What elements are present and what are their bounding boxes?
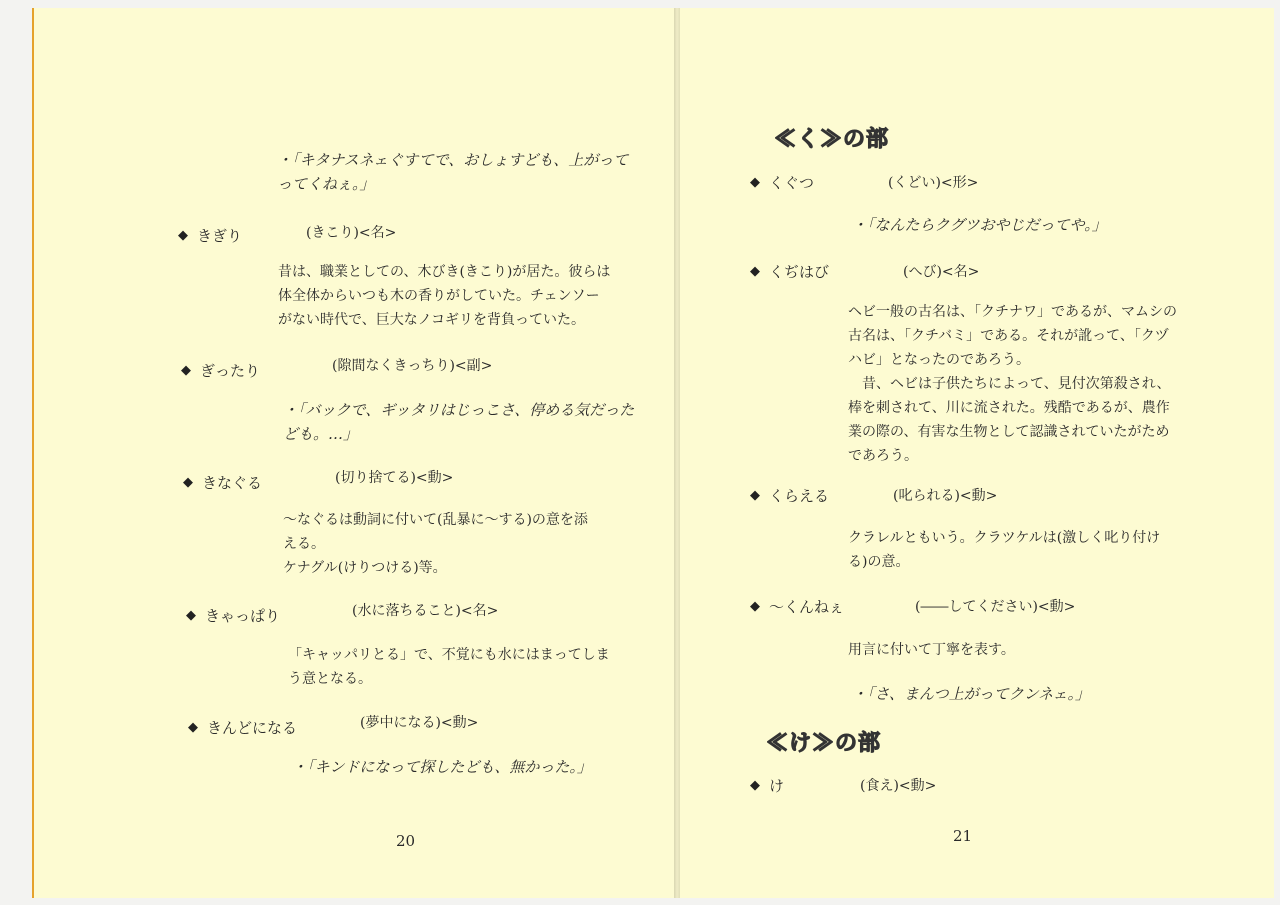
diamond-bullet-icon: ◆ — [750, 264, 760, 279]
book-spine — [674, 8, 680, 898]
headword: きんどになる — [207, 719, 298, 737]
body-line: 棒を刺されて、川に流された。残酷であるが、農作 — [848, 400, 1170, 416]
entry-headword — [750, 596, 844, 617]
headword: 〜くんねぇ — [769, 598, 845, 616]
diamond-bullet-icon: ◆ — [188, 720, 198, 735]
body-line: える。 — [283, 536, 325, 552]
entry-meaning: (夢中になる)<動> — [360, 715, 479, 731]
entry-body — [288, 643, 610, 691]
body-line: 業の際の、有害な生物として認識されていたがため — [848, 424, 1170, 440]
headword: きぎり — [197, 227, 243, 245]
entry-headword — [178, 225, 242, 246]
body-line: ハビ」となったのであろう。 — [848, 352, 1030, 368]
entry-body — [848, 638, 1015, 662]
example-line: ども。…」 — [283, 425, 359, 443]
example-text — [852, 213, 1107, 237]
example-text — [852, 682, 1090, 706]
body-line: 昔、ヘビは子供たちによって、見付次第殺され、 — [848, 376, 1171, 392]
headword: くぐつ — [769, 174, 815, 192]
entry-meaning: (――してください)<動> — [915, 599, 1076, 615]
page-number: 21 — [953, 827, 973, 845]
example-line: ・「さ、まんつ上がってクンネェ。」 — [852, 685, 1091, 703]
entry-headword — [750, 775, 784, 796]
diamond-bullet-icon: ◆ — [750, 175, 760, 190]
entry-headword — [750, 261, 829, 282]
body-line: 用言に付いて丁寧を表す。 — [848, 642, 1015, 658]
headword: ぎったり — [200, 362, 261, 380]
entry-body — [848, 300, 1177, 468]
body-line: であろう。 — [848, 448, 918, 464]
entry-meaning: (へび)<名> — [903, 264, 980, 280]
example-text — [292, 755, 592, 779]
headword: きなぐる — [202, 474, 263, 492]
example-line: ってくねぇ。」 — [277, 175, 375, 193]
entry-headword — [181, 360, 260, 381]
body-line: ヘビ一般の古名は、「クチナワ」であるが、マムシの — [848, 304, 1177, 320]
entry-headword — [188, 717, 297, 738]
entry-meaning: (きこり)<名> — [306, 225, 397, 241]
example-text — [283, 398, 634, 446]
page-number: 20 — [396, 832, 416, 850]
diamond-bullet-icon: ◆ — [178, 228, 188, 243]
body-line: う意となる。 — [288, 671, 372, 687]
entry-meaning: (くどい)<形> — [888, 175, 979, 191]
diamond-bullet-icon: ◆ — [181, 363, 191, 378]
entry-meaning: (隙間なくきっちり)<副> — [332, 358, 493, 374]
body-line: 体全体からいつも木の香りがしていた。チェンソー — [278, 288, 600, 304]
entry-headword — [750, 172, 814, 193]
diamond-bullet-icon: ◆ — [183, 475, 193, 490]
example-line: ・「なんたらクグツおやじだってや。」 — [852, 216, 1107, 234]
entry-meaning: (食え)<動> — [860, 778, 937, 794]
entry-meaning: (水に落ちること)<名> — [352, 603, 499, 619]
section-heading: ≪け≫の部 — [766, 730, 882, 756]
body-line: クラレルともいう。クラツケルは(激しく叱り付け — [848, 530, 1161, 546]
entry-meaning: (切り捨てる)<動> — [335, 470, 454, 486]
diamond-bullet-icon: ◆ — [750, 778, 760, 793]
headword: きゃっぱり — [205, 607, 281, 625]
entry-headword — [750, 485, 829, 506]
body-line: 「キャッパリとる」で、不覚にも水にはまってしま — [288, 647, 610, 663]
example-text — [277, 148, 628, 196]
entry-body — [848, 526, 1160, 574]
diamond-bullet-icon: ◆ — [750, 599, 760, 614]
entry-meaning: (叱られる)<動> — [893, 488, 998, 504]
entry-headword — [186, 605, 280, 626]
body-line: 古名は、「クチバミ」である。それが訛って、「クヅ — [848, 328, 1169, 344]
section-heading: ≪く≫の部 — [774, 126, 890, 152]
headword: くらえる — [769, 487, 830, 505]
example-line: ・「バックで、ギッタリはじっこさ、停める気だった — [283, 401, 635, 419]
entry-body — [283, 508, 588, 580]
body-line: がない時代で、巨大なノコギリを背負っていた。 — [278, 312, 586, 328]
body-line: ケナグル(けりつける)等。 — [283, 560, 447, 576]
headword: け — [769, 777, 785, 795]
entry-headword — [183, 472, 262, 493]
body-line: る)の意。 — [848, 554, 910, 570]
body-line: 昔は、職業としての、木びき(きこり)が居た。彼らは — [278, 264, 611, 280]
diamond-bullet-icon: ◆ — [750, 488, 760, 503]
headword: くぢはび — [769, 263, 830, 281]
example-line: ・「キンドになって探したども、無かった。」 — [292, 758, 592, 776]
example-line: ・「キタナスネェぐすてで、おしょすども、上がって — [277, 151, 629, 169]
body-line: 〜なぐるは動詞に付いて(乱暴に〜する)の意を添 — [283, 512, 588, 528]
diamond-bullet-icon: ◆ — [186, 608, 196, 623]
entry-body — [278, 260, 610, 332]
